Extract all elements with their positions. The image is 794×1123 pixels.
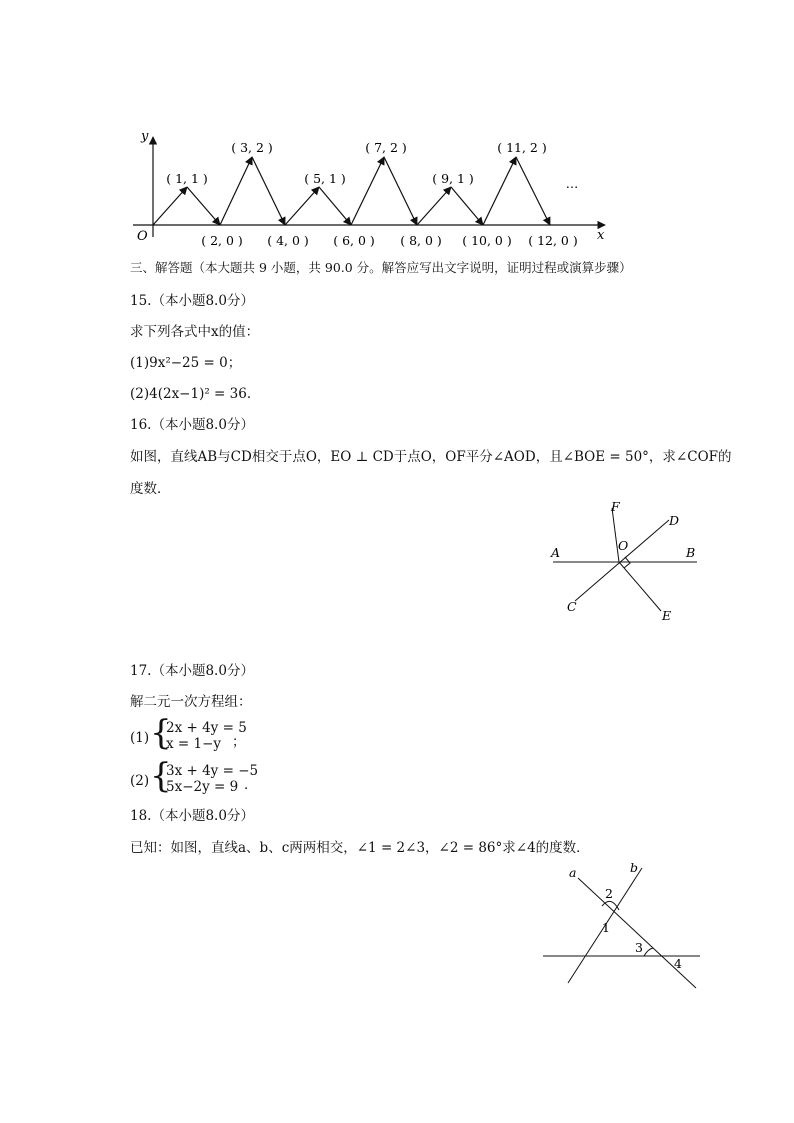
line-cd (575, 520, 669, 601)
base-label: ( 8, 0 ) (400, 233, 442, 248)
base-label: ( 4, 0 ) (267, 233, 309, 248)
origin-label: O (137, 229, 148, 244)
q18-text: 已知：如图，直线a、b、c两两相交，∠1 = 2∠3，∠2 = 86°求∠4的度数． (130, 840, 590, 856)
zigzag-figure (125, 125, 615, 250)
q17-prompt: 解二元一次方程组： (130, 694, 252, 710)
q18-figure (538, 858, 708, 993)
label-e: E (662, 608, 672, 623)
label-b: b (630, 860, 639, 875)
system2-brace: { (150, 756, 172, 796)
base-label: ( 10, 0 ) (462, 233, 512, 248)
label-d: D (669, 513, 680, 528)
system2-label: (2) (130, 773, 150, 789)
system1-brace: { (150, 713, 172, 753)
angle-arc-3 (644, 948, 653, 956)
system2-eq1: 3x + 4y = −5 (166, 763, 259, 779)
system2-eq2: 5x−2y = 9 (166, 779, 239, 795)
q15-prompt: 求下列各式中x的值： (130, 324, 260, 340)
q16-text-line2: 度数． (130, 481, 171, 497)
peak-label: ( 1, 1 ) (166, 171, 208, 186)
angle-label-1: 1 (602, 920, 610, 935)
q15-part2: (2)4(2x−1)² = 36． (130, 386, 261, 402)
q16-head: 16.（本小题8.0分） (130, 417, 254, 433)
base-label: ( 2, 0 ) (201, 233, 243, 248)
angle-label-4: 4 (674, 956, 682, 971)
peak-label: ( 5, 1 ) (304, 171, 346, 186)
section-heading: 三、解答题（本大题共 9 小题，共 90.0 分。解答应写出文字说明，证明过程或演算步骤） (130, 260, 632, 275)
q18-head: 18.（本小题8.0分） (130, 808, 254, 824)
q17-system2 (130, 756, 330, 801)
base-label: ( 12, 0 ) (528, 233, 578, 248)
label-a: A (551, 545, 561, 560)
system2-end: ． (244, 777, 258, 793)
label-a: a (569, 865, 577, 880)
q15-head: 15.（本小题8.0分） (130, 293, 254, 309)
peak-label: ( 11, 2 ) (497, 140, 547, 155)
q16-text-line1: 如图，直线AB与CD相交于点O，EO ⊥ CD于点O，OF平分∠AOD，且∠BOE = 50°，求∠COF的 (130, 449, 732, 465)
ellipsis: … (565, 176, 579, 191)
q17-system1 (130, 713, 330, 758)
label-b: B (686, 545, 696, 560)
peak-label: ( 3, 2 ) (231, 140, 273, 155)
q15-part1: (1)9x²−25 = 0； (130, 355, 242, 371)
zigzag-path (153, 157, 550, 225)
system1-label: (1) (130, 730, 150, 746)
angle-label-3: 3 (635, 940, 643, 955)
x-axis-label: x (597, 228, 605, 243)
line-oe (619, 562, 661, 611)
label-f: F (611, 499, 620, 514)
system1-eq2: x = 1−y (166, 736, 222, 752)
system1-eq1: 2x + 4y = 5 (166, 720, 247, 736)
line-of (612, 508, 619, 562)
label-o: O (618, 538, 629, 553)
y-axis-label: y (141, 129, 149, 144)
angle-label-2: 2 (605, 886, 613, 901)
peak-label: ( 9, 1 ) (432, 171, 474, 186)
label-c: C (567, 599, 577, 614)
q16-figure (545, 498, 705, 628)
q17-head: 17.（本小题8.0分） (130, 663, 254, 679)
system1-end: ； (232, 734, 246, 750)
peak-label: ( 7, 2 ) (365, 140, 407, 155)
base-label: ( 6, 0 ) (333, 233, 375, 248)
line-a (578, 878, 696, 988)
